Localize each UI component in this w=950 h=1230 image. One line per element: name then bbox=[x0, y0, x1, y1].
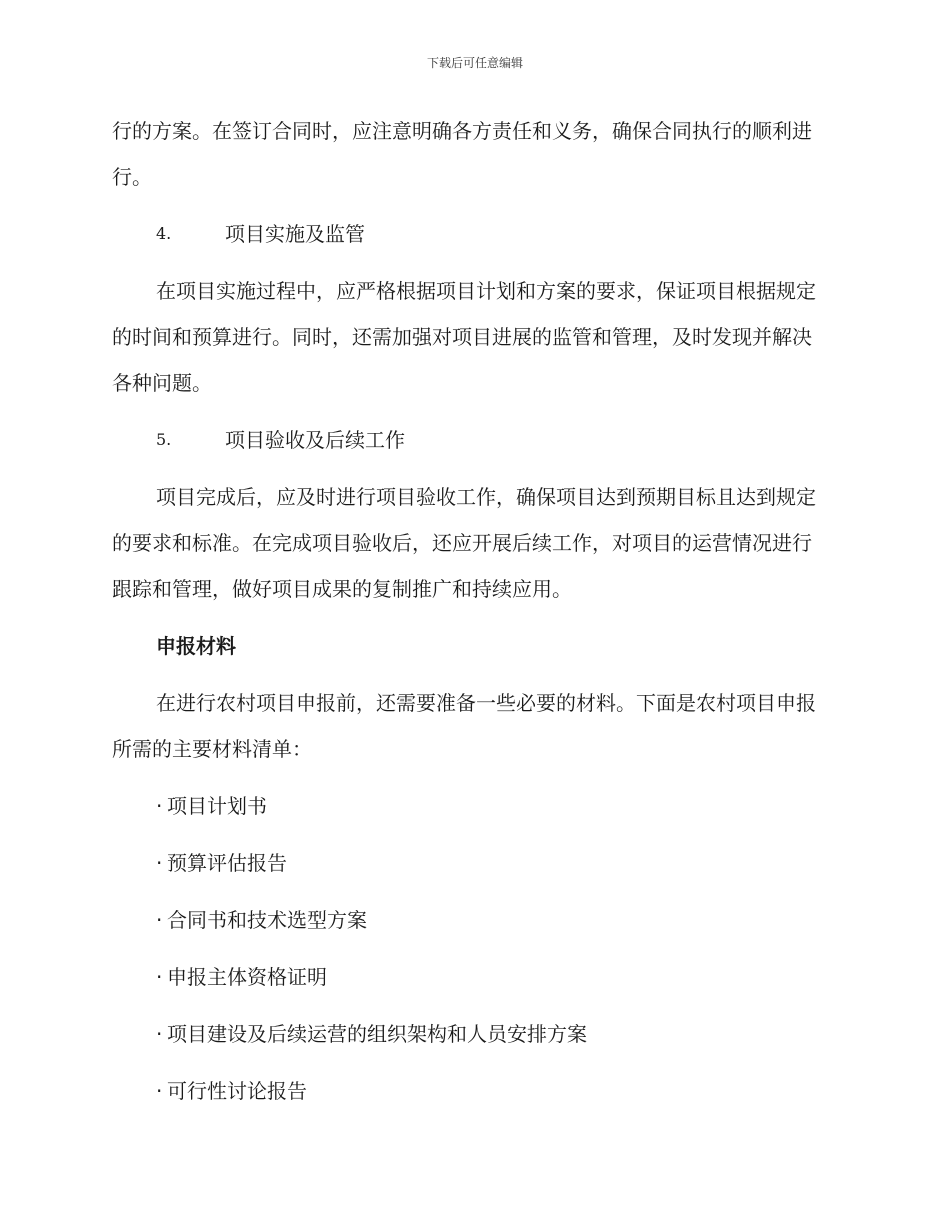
list-item-text: 可行性讨论报告 bbox=[167, 1079, 307, 1103]
document-body bbox=[112, 108, 830, 1125]
heading-title: 项目实施及监管 bbox=[225, 222, 365, 246]
list-item bbox=[112, 840, 830, 886]
paragraph-materials-intro: 在进行农村项目申报前，还需要准备一些必要的材料。下面是农村项目申报所需的主要材料清单： bbox=[112, 691, 816, 761]
bullet-icon: · bbox=[156, 1079, 163, 1103]
list-item-text: 项目计划书 bbox=[167, 794, 267, 818]
list-item bbox=[112, 897, 830, 943]
list-item bbox=[112, 954, 830, 1000]
list-item-text: 预算评估报告 bbox=[167, 851, 287, 875]
list-item-text: 申报主体资格证明 bbox=[167, 965, 327, 989]
paragraph-implementation: 在项目实施过程中，应严格根据项目计划和方案的要求，保证项目根据规定的时间和预算进行。同时，还需加强对项目进展的监管和管理，及时发现并解决各种问题。 bbox=[112, 279, 816, 395]
page-header: 下载后可任意编辑 bbox=[426, 56, 523, 70]
materials-list bbox=[112, 783, 830, 1114]
list-item bbox=[112, 1068, 830, 1114]
heading-number: 4. bbox=[156, 224, 172, 243]
heading-number: 5. bbox=[156, 430, 172, 449]
list-item-text: 合同书和技术选型方案 bbox=[167, 908, 367, 932]
list-item-text: 项目建设及后续运营的组织架构和人员安排方案 bbox=[167, 1022, 587, 1046]
paragraph-acceptance: 项目完成后，应及时进行项目验收工作，确保项目达到预期目标且达到规定的要求和标准。在完成项目验收后，还应开展后续工作，对项目的运营情况进行跟踪和管理，做好项目成果的复制推广和持续应用。 bbox=[112, 485, 816, 601]
bullet-icon: · bbox=[156, 1022, 163, 1046]
heading-project-acceptance bbox=[112, 417, 830, 463]
heading-title: 项目验收及后续工作 bbox=[225, 428, 405, 452]
list-item bbox=[112, 1011, 830, 1057]
section-title-materials: 申报材料 bbox=[156, 634, 236, 658]
bullet-icon: · bbox=[156, 908, 163, 932]
list-item bbox=[112, 783, 830, 829]
paragraph-continued: 行的方案。在签订合同时，应注意明确各方责任和义务，确保合同执行的顺利进行。 bbox=[112, 119, 812, 189]
heading-project-implementation bbox=[112, 211, 830, 257]
bullet-icon: · bbox=[156, 851, 163, 875]
bullet-icon: · bbox=[156, 794, 163, 818]
bullet-icon: · bbox=[156, 965, 163, 989]
